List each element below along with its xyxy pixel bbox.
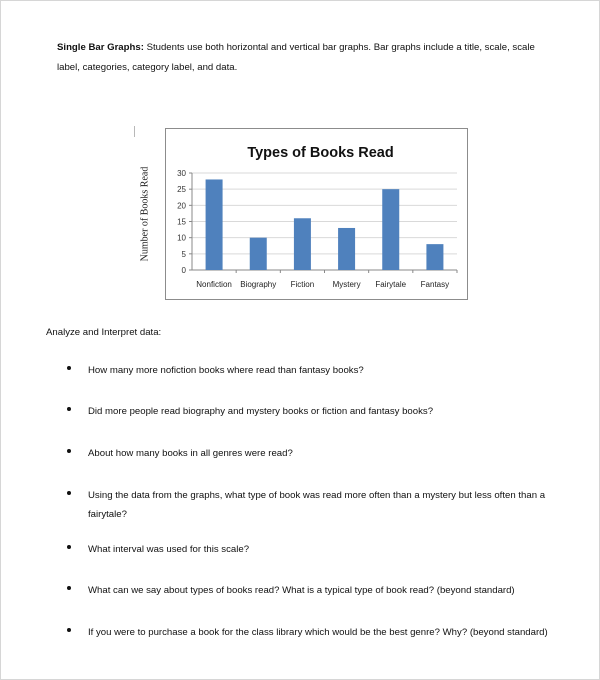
y-tick-label: 0 <box>181 266 186 275</box>
y-tick-label: 25 <box>177 185 186 195</box>
bar-nonfiction <box>206 179 223 270</box>
bar-mystery <box>338 228 355 270</box>
y-tick-label: 15 <box>177 217 186 227</box>
chart-ylabel-wrap <box>136 128 154 300</box>
bullet <box>67 449 71 453</box>
y-tick-label: 5 <box>181 249 186 259</box>
bar-fairytale <box>382 189 399 270</box>
question-item: If you were to purchase a book for the class library which would be the best genre? Why? (beyond standard) <box>88 627 548 638</box>
intro-text: Students use both horizontal and vertical bar graphs. Bar graphs include a title, scale, scale label, categories, category label, and data. <box>57 42 535 73</box>
x-tick-label: Fairytale <box>375 280 407 289</box>
analyze-label: Analyze and Interpret data: <box>46 327 162 338</box>
bullet <box>67 628 71 632</box>
bullet <box>67 366 71 370</box>
bullet <box>67 491 71 495</box>
intro-paragraph <box>57 38 557 78</box>
question-item: What can we say about types of books read? What is a typical type of book read? (beyond standard) <box>88 585 515 596</box>
bullet <box>67 545 71 549</box>
bar-fantasy <box>426 244 443 270</box>
question-item: Using the data from the graphs, what type of book was read more often than a mystery but less often than a fairytale? <box>88 490 546 520</box>
y-tick-label: 30 <box>177 169 186 178</box>
chart-title: Types of Books Read <box>247 145 394 161</box>
y-tick-label: 10 <box>177 233 186 243</box>
intro-heading: Single Bar Graphs: <box>57 42 144 53</box>
bullet <box>67 586 71 590</box>
bar-chart <box>165 128 468 300</box>
bar-fiction <box>294 218 311 270</box>
question-item: How many more nofiction books where read than fantasy books? <box>88 365 364 376</box>
margin-mark <box>134 126 135 137</box>
chart-ylabel: Number of Books Read <box>139 166 151 262</box>
question-item: Did more people read biography and mystery books or fiction and fantasy books? <box>88 406 434 417</box>
question-item: What interval was used for this scale? <box>88 544 250 555</box>
y-tick-label: 20 <box>177 201 186 211</box>
x-tick-label: Biography <box>240 280 277 289</box>
x-tick-label: Fantasy <box>420 280 450 289</box>
x-tick-label: Fiction <box>290 280 315 289</box>
question-item: About how many books in all genres were read? <box>88 448 293 459</box>
bar-biography <box>250 238 267 270</box>
chart-svg <box>166 129 469 301</box>
x-tick-label: Nonfiction <box>196 280 232 289</box>
x-tick-label: Mystery <box>332 280 361 289</box>
bullet <box>67 407 71 411</box>
